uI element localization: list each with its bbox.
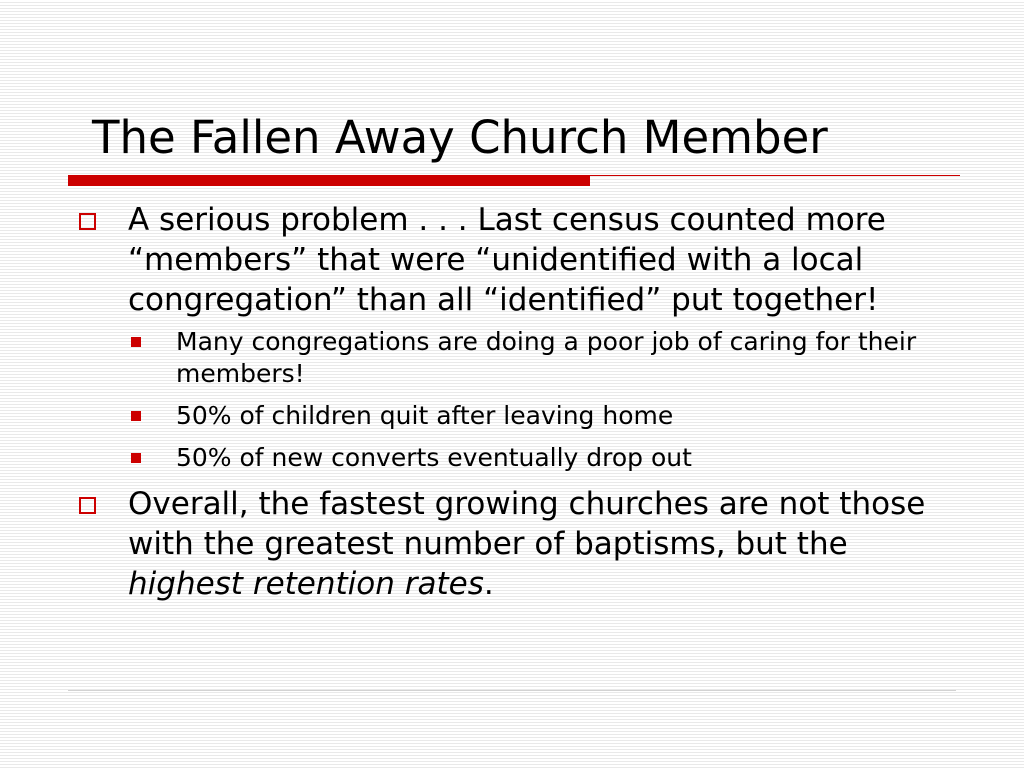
footer-divider [68,690,956,691]
bullet-item [74,484,954,604]
bullet-text: Overall, the fastest growing churches are not those with the greatest number of baptisms, but the [128,486,926,562]
slide-body [74,200,954,604]
title-underline-thick [68,175,590,186]
sub-bullet-item [128,442,954,474]
sub-bullet-item [128,400,954,432]
filled-square-bullet-icon [131,337,141,347]
bullet-text: A serious problem . . . Last census counted more “members” that were “unidentified with a local congregation” than all “identified” put together! [128,202,886,318]
hollow-square-bullet-icon [79,213,96,230]
sub-bullet-text: 50% of new converts eventually drop out [176,443,692,472]
sub-bullet-text: 50% of children quit after leaving home [176,401,674,430]
filled-square-bullet-icon [131,411,141,421]
sub-bullet-item [128,326,954,390]
title-underline-thin [590,175,960,176]
slide-title: The Fallen Away Church Member [92,111,828,164]
sub-bullet-text: Many congregations are doing a poor job of caring for their members! [176,327,917,388]
sub-bullet-list [128,326,954,474]
bullet-item [74,200,954,474]
bullet-text-end: . [483,566,494,602]
hollow-square-bullet-icon [79,497,96,514]
bullet-emphasis-text: highest retention rates [128,566,484,602]
filled-square-bullet-icon [131,453,141,463]
